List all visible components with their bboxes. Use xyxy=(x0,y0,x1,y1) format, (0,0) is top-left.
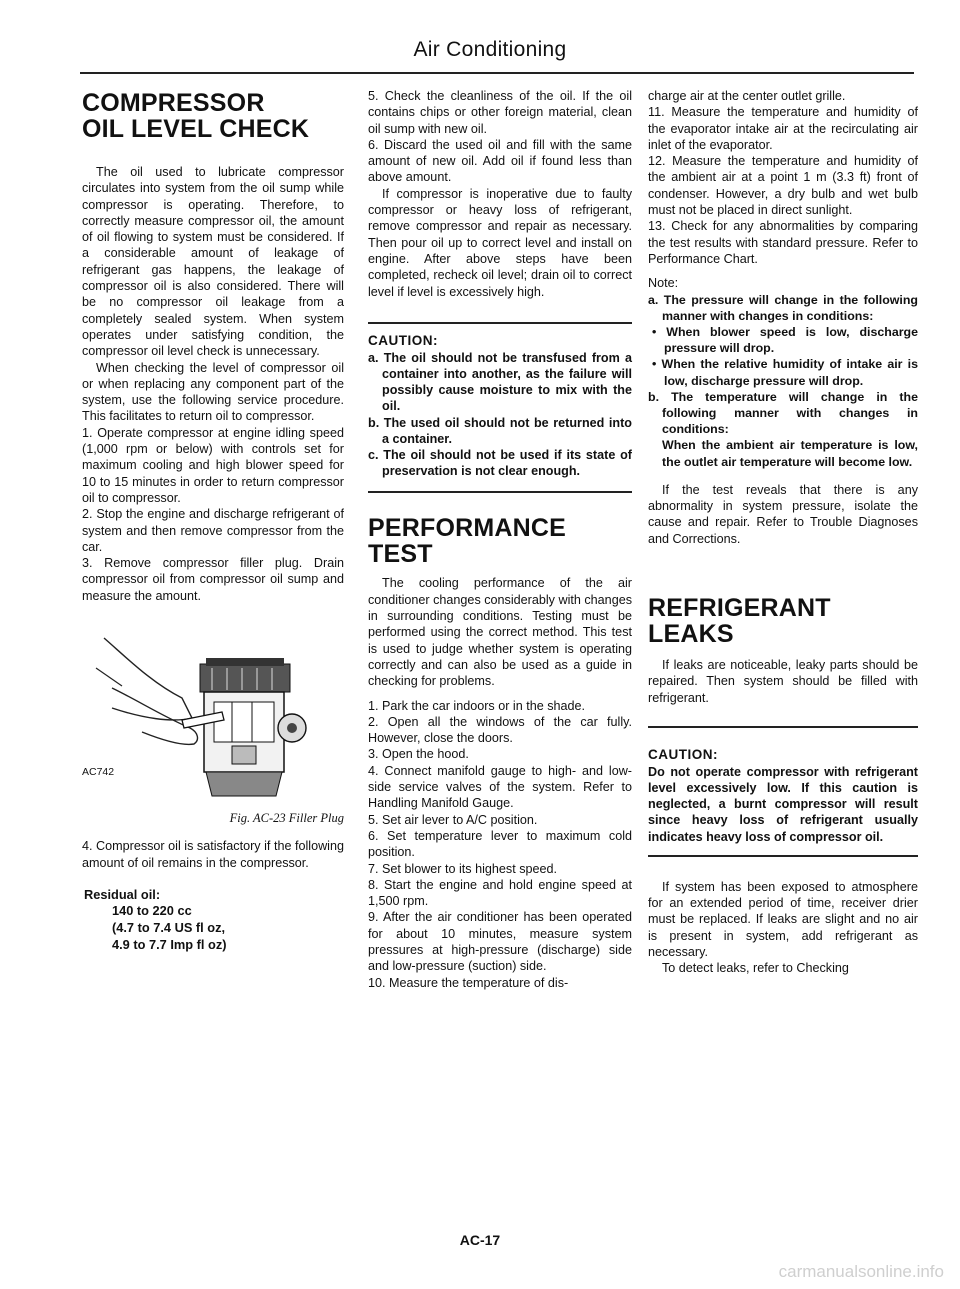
test-step: 11. Measure the temperature and humidity of the evaporator intake air at the recirculating air inlet of the evaporator. xyxy=(648,105,918,152)
test-step: 1. Park the car indoors or in the shade. xyxy=(368,698,586,713)
test-step: 7. Set blower to its highest speed. xyxy=(368,861,558,876)
paragraph: If system has been exposed to atmosphere for an extended period of time, receiver drier must be replaced. If leaks are slight and no air is present in system, add refrigerant as necessary. xyxy=(648,879,918,960)
note-item: b. The temperature will change in the following manner with changes in conditions: xyxy=(648,389,918,437)
paragraph: The oil used to lubricate compressor circulates into system from the oil sump while compressor is operating. Therefore, to correctly measure compressor oil, the amount of oil flowing to system must be considered. If a considerable amount of leakage of refrigerant gas happens, the leakage of compressor oil is also considered. There will be no compressor oil leakage from a completely sealed system. When system operates under satisfying condition, the compressor oil level check is unnecessary. xyxy=(82,165,344,359)
residual-oil-label: Residual oil: xyxy=(84,886,161,902)
test-step: 6. Set temperature lever to maximum cold position. xyxy=(368,828,632,860)
caution-item: b. The used oil should not be returned into a container. xyxy=(368,415,632,446)
caution-item: a. The oil should not be transfused from a container into another, as the failure will possibly cause moisture to mix with the oil. xyxy=(368,350,632,414)
divider xyxy=(648,855,918,857)
column-3 xyxy=(648,82,918,977)
step-4: 4. Compressor oil is satisfactory if the following amount of oil remains in the compressor. xyxy=(82,839,344,870)
caution-body: Do not operate compressor with refrigerant level excessively low. If this caution is neglected, a burnt compressor will result since heavy loss of refrigerant usually indicates heavy loss of compressor oil. xyxy=(648,764,918,844)
step-1: 1. Operate compressor at engine idling speed (1,000 rpm or below) with controls set for maximum cooling and high blower speed for 10 to 15 minutes in order to return compressor oil to compressor. xyxy=(82,425,344,505)
figure-caption: Fig. AC-23 Filler Plug xyxy=(229,811,344,826)
divider xyxy=(368,322,632,324)
residual-oil-value: 140 to 220 cc xyxy=(112,902,192,918)
figure-filler-plug xyxy=(82,628,344,806)
section-title-oil-level-check: OIL LEVEL CHECK xyxy=(82,115,310,143)
note-bullet-text: When the relative humidity of intake air is low, discharge pressure will drop. xyxy=(661,357,918,388)
test-step: charge air at the center outlet grille. xyxy=(648,89,846,103)
residual-oil-value: 4.9 to 7.7 Imp fl oz) xyxy=(112,936,227,952)
section-title-compressor: COMPRESSOR xyxy=(82,89,265,117)
page-header: Air Conditioning xyxy=(413,38,567,61)
divider xyxy=(648,726,918,728)
step-6: 6. Discard the used oil and fill with the same amount of new oil. Add oil if found less than above amount. xyxy=(368,137,632,185)
paragraph: If the test reveals that there is any abnormality in system pressure, isolate the cause and repair. Refer to Trouble Diagnoses and Corrections. xyxy=(648,482,918,546)
step-5: 5. Check the cleanliness of the oil. If the oil contains chips or other foreign material, clean oil sump with new oil. xyxy=(368,89,632,136)
paragraph: If leaks are noticeable, leaky parts should be repaired. Then system should be filled with refrigerant. xyxy=(648,657,918,705)
header-rule xyxy=(80,72,914,74)
page-number: AC-17 xyxy=(459,1232,501,1248)
section-title-performance-test: PERFORMANCE TEST xyxy=(368,514,567,569)
paragraph: The cooling performance of the air conditioner changes considerably with changes in surrounding conditions. Testing must be performed using the correct method. This test is used to judge whether system is operating correctly and can also be used as a guide in checking for problems. xyxy=(368,576,632,689)
test-step: 3. Open the hood. xyxy=(368,747,469,762)
watermark: carmanualsonline.info xyxy=(778,1262,944,1281)
test-step: 13. Check for any abnormalities by comparing the test results with standard pressure. Refer to Performance Chart. xyxy=(648,219,918,266)
note-item: a. The pressure will change in the following manner with changes in conditions: xyxy=(648,292,918,323)
test-step: 2. Open all the windows of the car fully. However, close the doors. xyxy=(368,714,632,746)
caution-item: c. The oil should not be used if its state of preservation is not clear enough. xyxy=(368,448,632,479)
note-bullet: • When the relative humidity of intake air is low, discharge pressure will drop. xyxy=(652,357,918,388)
residual-oil-value: (4.7 to 7.4 US fl oz, xyxy=(112,919,226,935)
test-step: 8. Start the engine and hold engine speed at 1,500 rpm. xyxy=(368,877,632,909)
figure-id: AC742 xyxy=(82,766,115,779)
step-2: 2. Stop the engine and discharge refrigerant of system and then remove compressor from the car. xyxy=(82,507,344,554)
note-title: Note: xyxy=(648,276,679,291)
section-title-leaks: LEAKS xyxy=(648,619,734,648)
paragraph: To detect leaks, refer to Checking xyxy=(662,961,849,976)
column-2 xyxy=(368,82,632,991)
note-bullet-text: When blower speed is low, discharge pressure will drop. xyxy=(664,324,919,356)
caution-title: CAUTION: xyxy=(648,746,718,762)
caution-title: CAUTION: xyxy=(368,332,438,348)
section-title-refrigerant: REFRIGERANT xyxy=(648,593,831,622)
divider xyxy=(368,491,632,493)
test-step: 10. Measure the temperature of dis- xyxy=(368,975,569,990)
column-1 xyxy=(82,82,344,953)
test-step: 5. Set air lever to A/C position. xyxy=(368,812,538,827)
step-3: 3. Remove compressor filler plug. Drain compressor oil from compressor oil sump and measure the amount. xyxy=(82,556,344,603)
paragraph: When checking the level of compressor oil or when replacing any component part of the system, use the following service procedure. This facilitates to return oil to compressor. xyxy=(82,360,344,424)
test-step: 12. Measure the temperature and humidity of the ambient air at a point 1 m (3.3 ft) front of condenser. However, a dry bulb and wet bulb must not be placed in direct sunlight. xyxy=(648,154,918,218)
paragraph: If compressor is inoperative due to faulty compressor or heavy loss of refrigerant, remove compressor and repair as necessary. Then pour oil up to correct level and install on engine. After above steps have been completed, recheck oil level; drain oil to correct level if level is excessively high. xyxy=(368,186,632,299)
note-subtext: When the ambient air temperature is low, the outlet air temperature will become low. xyxy=(662,438,918,469)
note-bullet: • When blower speed is low, discharge pressure will drop. xyxy=(652,324,919,356)
compressor-illustration xyxy=(82,628,344,806)
test-step: 4. Connect manifold gauge to high- and low-side service valves of the system. Refer to Handling Manifold Gauge. xyxy=(368,763,632,811)
test-step: 9. After the air conditioner has been operated for about 10 minutes, measure system pressures at high-pressure (discharge) side and low-pressure (suction) side. xyxy=(368,910,632,974)
